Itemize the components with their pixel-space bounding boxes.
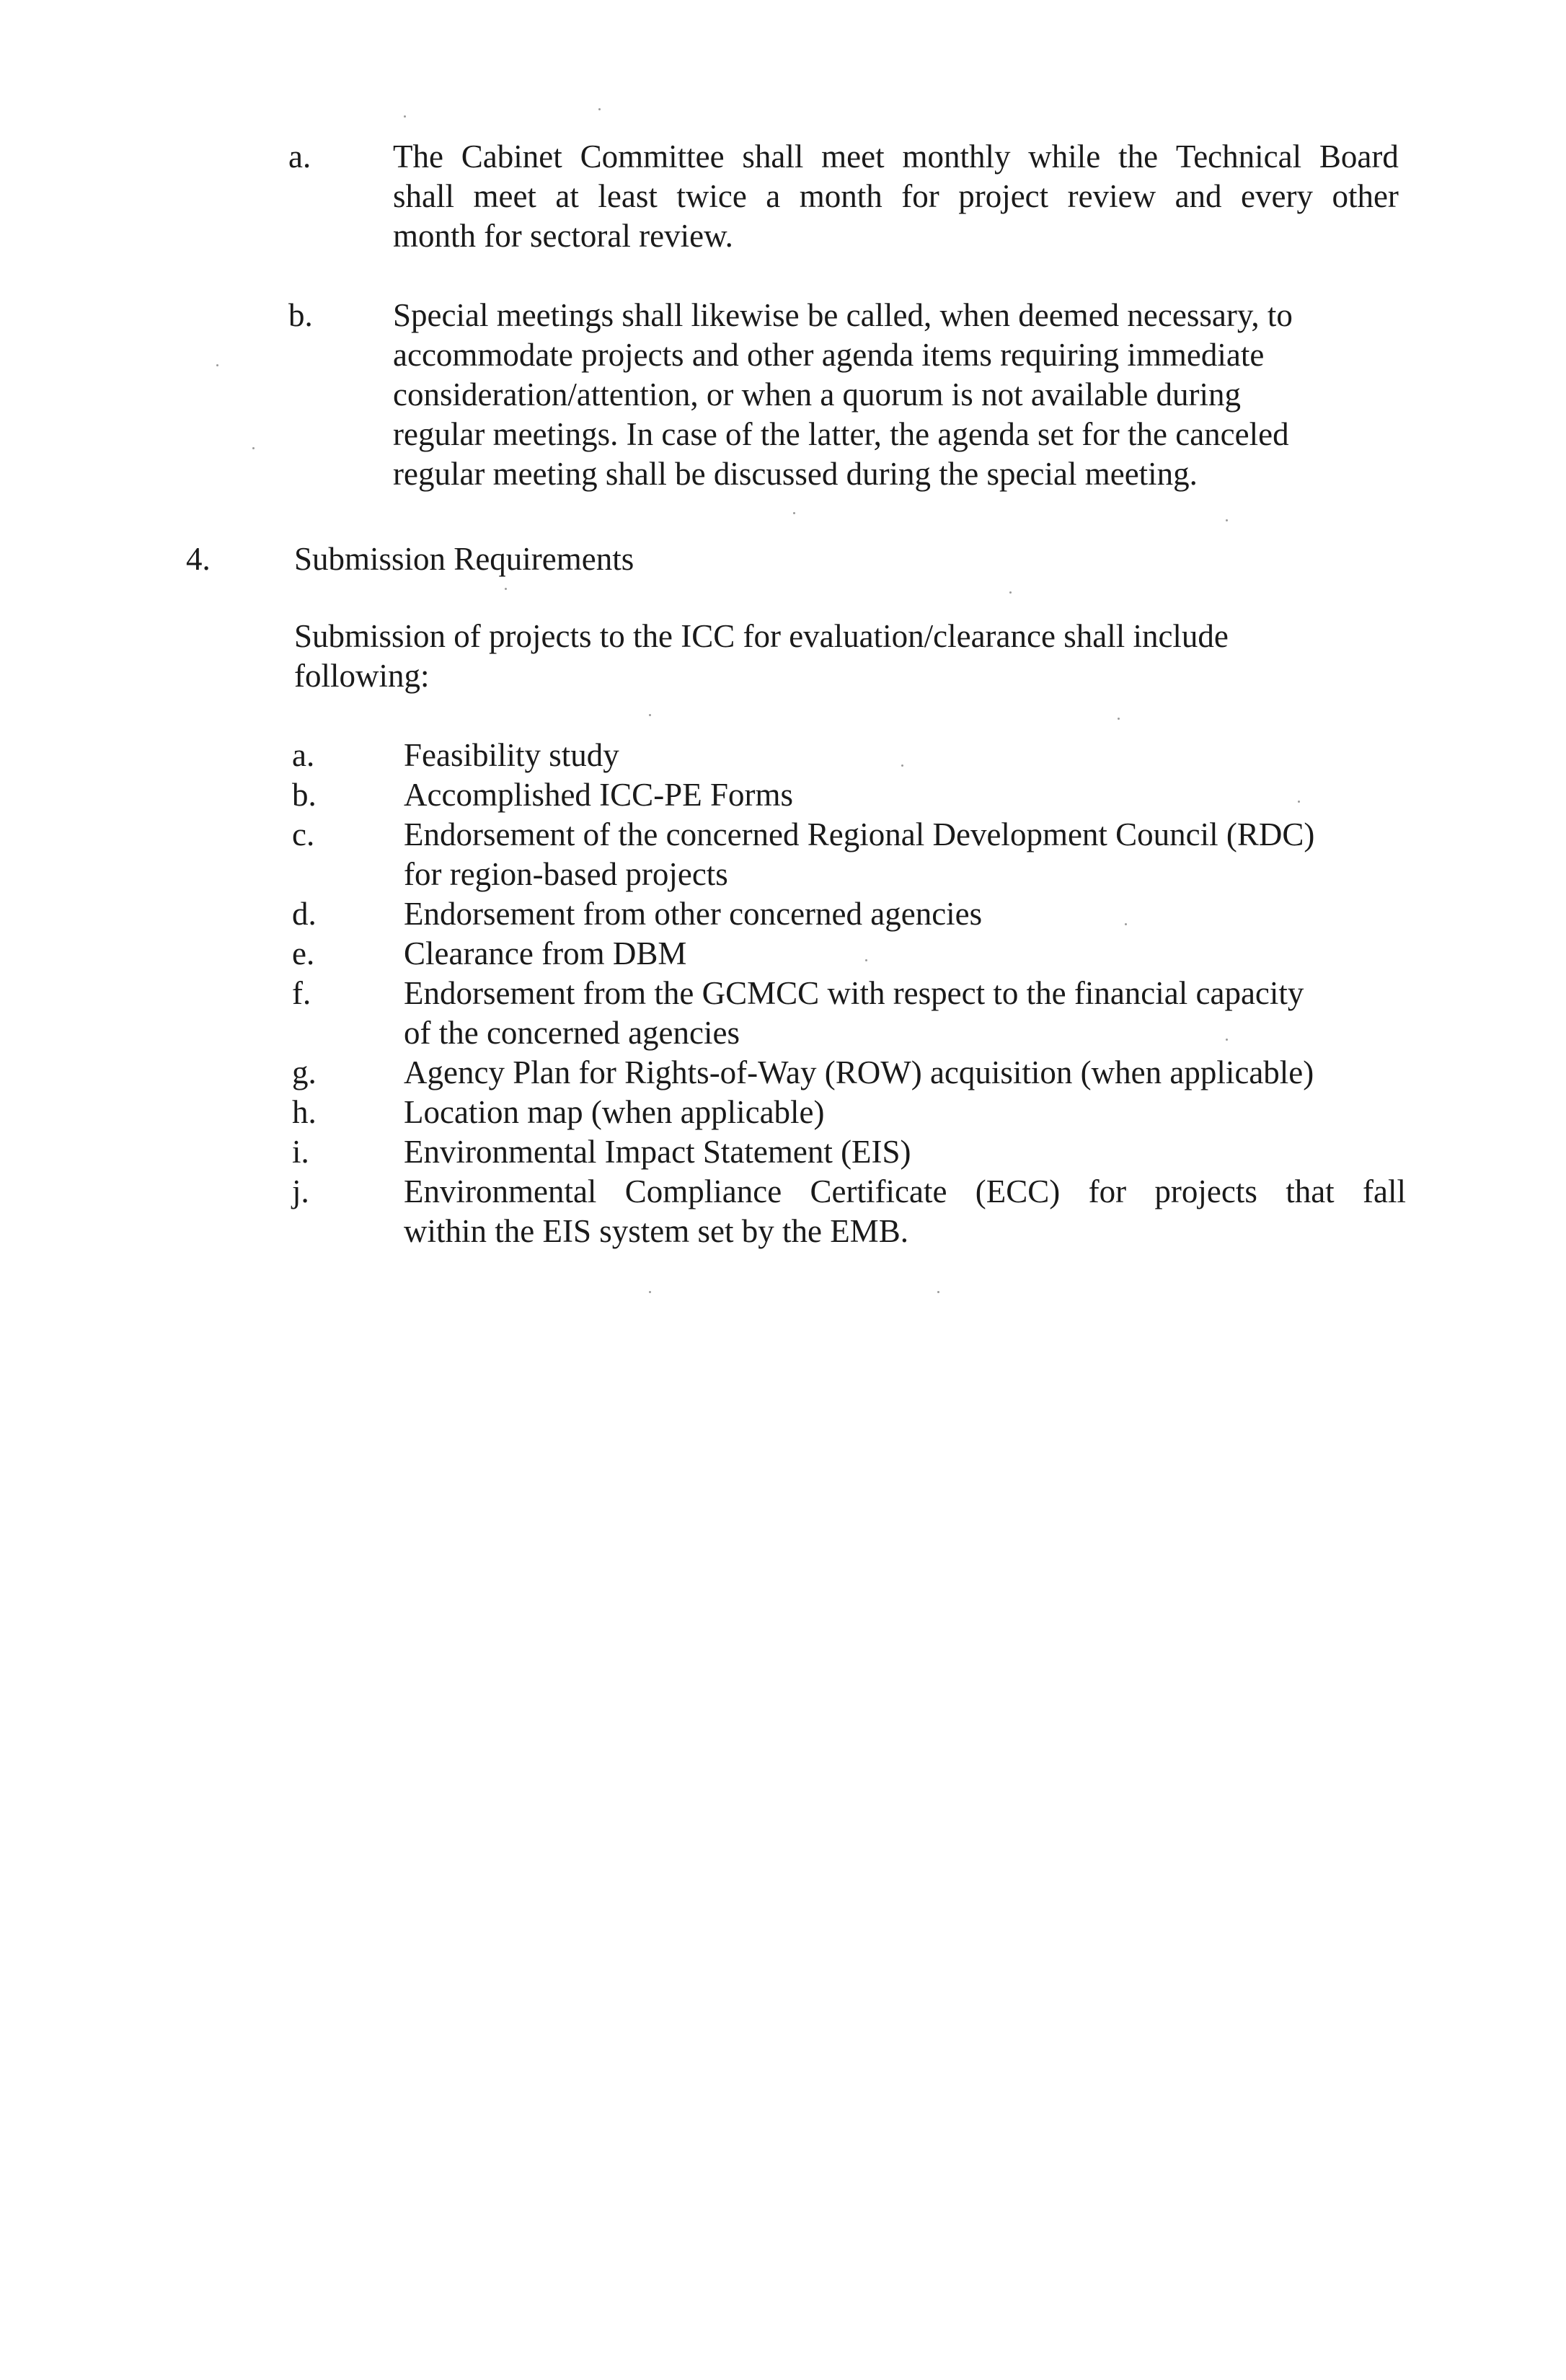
section-intro <box>294 617 1396 696</box>
text-line: following: <box>294 658 430 694</box>
text-line: consideration/attention, or when a quorum is not available during <box>393 376 1241 413</box>
text-line: Environmental Impact Statement (EIS) <box>404 1134 911 1170</box>
text-line: Endorsement of the concerned Regional Development Council (RDC) <box>404 816 1315 852</box>
word: for <box>901 178 939 214</box>
text-line: regular meetings. In case of the latter, the agenda set for the canceled <box>393 416 1289 452</box>
scan-speck <box>649 1291 651 1293</box>
text-line: Location map (when applicable) <box>404 1094 825 1130</box>
text-line: Endorsement from the GCMCC with respect to the financial capacity <box>404 975 1304 1011</box>
list-item-label: a. <box>292 737 315 773</box>
word: the <box>1118 138 1159 175</box>
word: shall <box>393 178 454 214</box>
text-line: Special meetings shall likewise be called, when deemed necessary, to <box>393 297 1293 333</box>
scan-speck <box>1125 923 1127 925</box>
word: shall <box>742 138 804 175</box>
word: and <box>1174 178 1222 214</box>
word: fall <box>1363 1173 1406 1209</box>
word: that <box>1286 1173 1335 1209</box>
text-line: regular meeting shall be discussed during the special meeting. <box>393 456 1198 492</box>
list-item-label: j. <box>292 1173 309 1209</box>
word: Committee <box>580 138 725 175</box>
text-line: Agency Plan for Rights-of-Way (ROW) acquisition (when applicable) <box>404 1054 1314 1090</box>
meeting-item-label: b. <box>288 297 313 333</box>
text-line: for region-based projects <box>404 856 728 892</box>
meeting-item-label: a. <box>288 138 311 175</box>
section-title: Submission Requirements <box>294 541 634 577</box>
section-number: 4. <box>186 541 211 577</box>
text-line: month for sectoral review. <box>393 218 733 254</box>
text-line: Accomplished ICC-PE Forms <box>404 777 793 813</box>
scan-speck <box>1226 1039 1228 1041</box>
text-line: within the EIS system set by the EMB. <box>404 1213 908 1249</box>
word: every <box>1241 178 1313 214</box>
text-line: Clearance from DBM <box>404 935 687 971</box>
list-item <box>292 1093 1406 1132</box>
word: at <box>555 178 579 214</box>
text-line <box>393 177 1399 216</box>
word: Cabinet <box>461 138 562 175</box>
list-item <box>292 775 1406 815</box>
text-line: of the concerned agencies <box>404 1015 740 1051</box>
scan-speck <box>937 1291 939 1293</box>
scan-speck <box>216 364 218 366</box>
word: meet <box>821 138 885 175</box>
word: least <box>598 178 658 214</box>
word: month <box>799 178 882 214</box>
text-line: Submission of projects to the ICC for evaluation/clearance shall include <box>294 618 1229 654</box>
scan-speck <box>505 588 507 590</box>
text-line: Endorsement from other concerned agencies <box>404 896 983 932</box>
scan-speck <box>1009 591 1012 594</box>
scan-speck <box>865 959 867 961</box>
scan-speck <box>1118 718 1120 720</box>
scan-speck <box>901 764 903 767</box>
list-item-label: c. <box>292 816 315 852</box>
scan-speck <box>1298 801 1300 803</box>
list-item-label: e. <box>292 935 315 971</box>
word: other <box>1332 178 1399 214</box>
word: review <box>1067 178 1156 214</box>
text-line <box>393 137 1399 177</box>
word: Board <box>1319 138 1399 175</box>
list-item <box>292 894 1406 934</box>
word: for <box>1088 1173 1127 1209</box>
list-item <box>292 1053 1406 1093</box>
scan-speck <box>404 115 406 118</box>
meeting-item-text <box>393 137 1399 256</box>
scan-speck <box>1226 519 1228 521</box>
word: meet <box>473 178 536 214</box>
list-item <box>292 934 1406 974</box>
scan-speck <box>252 447 255 449</box>
word: twice <box>676 178 747 214</box>
text-line: Feasibility study <box>404 737 619 773</box>
scan-speck <box>649 714 651 716</box>
word: project <box>958 178 1049 214</box>
word: projects <box>1154 1173 1257 1209</box>
list-item-label: b. <box>292 777 317 813</box>
list-item-label: g. <box>292 1054 317 1090</box>
list-item-label: h. <box>292 1094 317 1130</box>
list-item <box>292 736 1406 775</box>
word: (ECC) <box>975 1173 1061 1209</box>
word: a <box>766 178 781 214</box>
word: Technical <box>1175 138 1302 175</box>
word: The <box>393 138 443 175</box>
list-item-label: d. <box>292 896 317 932</box>
list-item <box>292 1132 1406 1172</box>
text-line <box>404 1172 1406 1212</box>
word: Environmental <box>404 1173 597 1209</box>
scan-speck <box>793 512 795 514</box>
word: monthly <box>902 138 1011 175</box>
list-item-label: i. <box>292 1134 309 1170</box>
meeting-item-text <box>393 296 1399 494</box>
word: Certificate <box>810 1173 947 1209</box>
scan-speck <box>598 108 601 110</box>
word: Compliance <box>624 1173 782 1209</box>
list-item <box>292 1172 1406 1251</box>
text-line: accommodate projects and other agenda items requiring immediate <box>393 337 1265 373</box>
list-item-label: f. <box>292 975 311 1011</box>
word: while <box>1028 138 1101 175</box>
list-item <box>292 974 1406 1053</box>
list-item <box>292 815 1406 894</box>
requirements-list <box>292 736 1406 1251</box>
